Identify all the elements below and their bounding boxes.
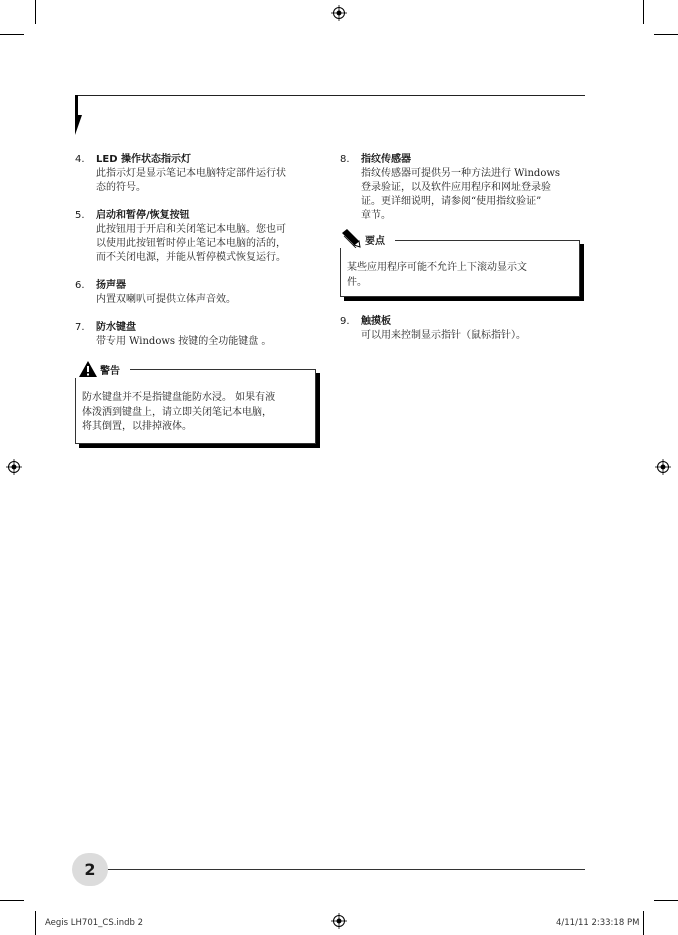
item-body: [96, 223, 286, 265]
body-line: 内置双喇叭可提供立体声音效。: [96, 294, 236, 305]
item-body: [96, 167, 286, 195]
body-line: 此指示灯是显示笔记本电脑特定部件运行状: [96, 168, 286, 179]
item-title: 启动和暂停/恢复按钮: [96, 210, 190, 221]
item-number: 8.: [340, 154, 350, 165]
page-number: 2: [72, 853, 108, 886]
registration-mark-icon: [6, 459, 22, 475]
crop-mark: [0, 34, 24, 35]
item-number: 5.: [75, 210, 85, 221]
note-header: [337, 228, 395, 248]
warning-text: [82, 391, 312, 435]
note-title: 要点: [365, 232, 385, 247]
item-title: 指纹传感器: [361, 154, 411, 165]
warning-box: [75, 369, 316, 444]
footer-rule: [100, 869, 585, 870]
body-line: 证。更详细说明，请参阅“使用指纹验证”: [361, 196, 542, 207]
pencil-icon: [339, 228, 361, 248]
item-title: 防水键盘: [96, 322, 136, 333]
body-line: 指纹传感器可提供另一种方法进行 Windows: [361, 168, 561, 179]
note-line: 某些应用程序可能不允许上下滚动显示文: [347, 262, 527, 273]
crop-mark: [35, 0, 36, 24]
registration-mark-icon: [331, 5, 347, 21]
body-line: 以使用此按钮暂时停止笔记本电脑的活的，: [96, 238, 286, 249]
item-number: 9.: [340, 316, 350, 327]
slug-filename: Aegis LH701_CS.indb 2: [45, 918, 144, 928]
body-line: 章节。: [361, 210, 391, 221]
crop-mark: [654, 34, 678, 35]
crop-mark: [643, 0, 644, 24]
crop-mark: [35, 911, 36, 935]
item-number: 7.: [75, 322, 85, 333]
warning-line: 防水键盘并不是指键盘能防水浸。 如果有液: [82, 392, 276, 403]
item-body: [96, 293, 236, 307]
item-body: [361, 329, 526, 343]
registration-mark-icon: [331, 913, 347, 929]
slug-timestamp: 4/11/11 2:33:18 PM: [556, 918, 640, 928]
note-line: 件。: [347, 276, 367, 288]
warning-header: [72, 360, 130, 378]
header-rule: [75, 95, 585, 96]
warning-line: 将其倒置，以排掉液体。: [82, 421, 192, 432]
note-box: [340, 240, 580, 297]
warning-title: 警告: [100, 362, 120, 377]
item-body: [361, 167, 560, 223]
item-number: 4.: [75, 154, 85, 165]
body-line: 此按钮用于开启和关闭笔记本电脑。您也可: [96, 224, 286, 235]
warning-triangle-icon: [78, 360, 98, 378]
body-line: 带专用 Windows 按键的全功能键盘 。: [96, 336, 272, 347]
crop-mark: [643, 911, 644, 935]
item-title: 触摸板: [361, 316, 391, 327]
warning-line: 体泼洒到键盘上，请立即关闭笔记本电脑，: [82, 406, 272, 418]
note-text: [347, 261, 577, 290]
crop-mark: [654, 900, 678, 901]
item-title: LED 操作状态指示灯: [96, 154, 191, 165]
crop-mark: [0, 900, 24, 901]
registration-mark-icon: [655, 459, 671, 475]
header-bar: [75, 95, 78, 115]
item-body: [96, 335, 271, 349]
body-line: 而不关闭电源，并能从暂停模式恢复运行。: [96, 252, 286, 263]
item-title: 扬声器: [96, 280, 126, 291]
item-number: 6.: [75, 280, 85, 291]
header-corner-mark: [75, 115, 82, 135]
body-line: 登录验证，以及软件应用程序和网址登录验: [361, 182, 551, 193]
body-line: 可以用来控制显示指针（鼠标指针）。: [361, 330, 526, 341]
body-line: 态的符号。: [96, 182, 146, 193]
